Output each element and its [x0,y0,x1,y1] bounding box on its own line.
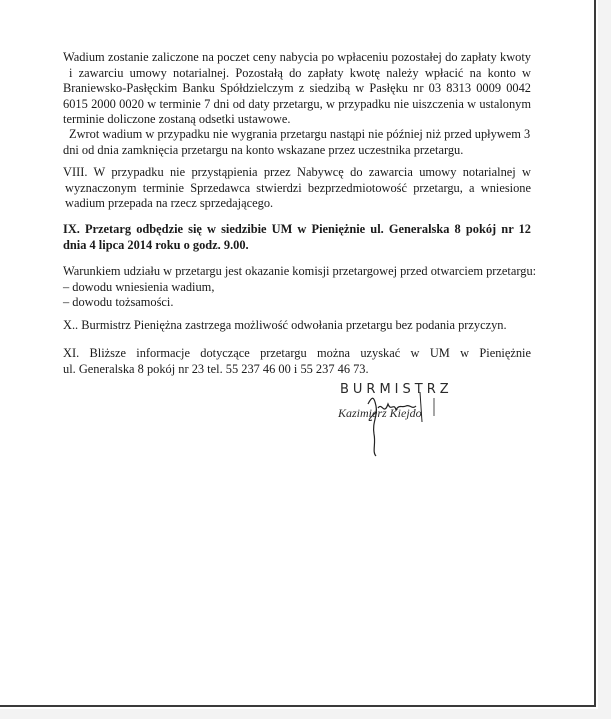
paragraph-participation-conditions [63,264,537,311]
text-line: XI. Bliższe informacje dotyczące przetargu można uzyskać w UM w Pieniężnie [63,346,531,360]
paragraph-ix-auction-place [63,222,531,253]
text-line: Zwrot wadium w przypadku nie wygrania przetargu nastąpi nie później niż przed upływem 3 [69,127,531,141]
signature-block [338,382,478,462]
text-line: VIII. W przypadku nie przystąpienia przez Nabywcę do zawarcia umowy notarialnej w [63,165,531,179]
text-line: IX. Przetarg odbędzie się w siedzibie UM w Pieniężnie ul. Generalska 8 pokój nr 12 [63,222,531,236]
text-line: Warunkiem udziału w przetargu jest okazanie komisji przetargowej przed otwarciem przetargu: [63,264,537,278]
list-item: – dowodu tożsamości. [63,295,174,309]
text-line: Braniewsko-Pasłęckim Banku Spółdzielczym z siedzibą w Pasłęku nr 03 8313 0009 0042 [63,81,531,95]
paragraph-payment-terms [63,50,531,128]
list-item: – dowodu wniesienia wadium, [63,279,215,294]
text-line: ul. Generalska 8 pokój nr 23 tel. 55 237 46 00 i 55 237 46 73. [63,361,369,376]
text-line: dnia 4 lipca 2014 roku o godz. 9.00. [63,237,249,252]
page-edge [0,709,611,719]
text-line: terminie doliczone zostaną odsetki ustawowe. [63,112,291,126]
text-line: Wadium zostanie zaliczone na poczet ceny nabycia po wpłaceniu pozostałej do zapłaty kwoty [63,50,531,64]
text-line: dni od dnia zamknięcia przetargu na konto wskazane przez uczestnika przetargu. [63,142,464,157]
signature-name-stamp: Kazimierz Kiejdo [338,406,422,420]
paragraph-deposit-refund [63,127,531,158]
text-line: wyznaczonym terminie Sprzedawca stwierdzi bezprzedmiotowość przetargu, a wniesione [65,180,531,195]
text-line: wadium przepada na rzecz sprzedającego. [65,196,274,210]
paragraph-x [63,318,531,334]
handwritten-signature [338,382,478,462]
paragraph-xi-contact [63,346,531,377]
signature-title-stamp: BURMISTRZ [340,382,453,397]
text-line: X.. Burmistrz Pieniężna zastrzega możliwość odwołania przetargu bez podania przyczyn. [63,318,507,332]
text-line: 6015 2000 0020 w terminie 7 dni od daty przetargu, w przypadku nie uiszczenia w ustalonym [63,96,531,111]
text-line: i zawarciu umowy notarialnej. Pozostałą do zapłaty kwotę należy wpłacić na konto w [69,65,531,80]
paragraph-viii [63,165,531,212]
page-edge [598,0,611,719]
